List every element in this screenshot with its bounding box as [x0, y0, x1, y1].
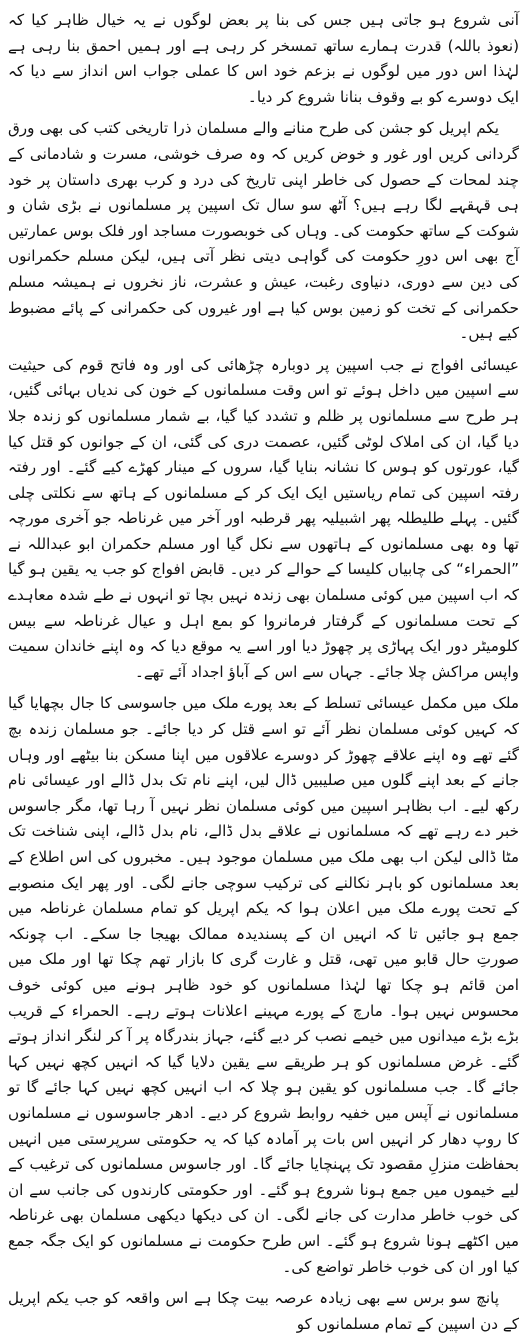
article-paragraph-espionage: ملک میں مکمل عیسائی تسلط کے بعد پورے ملک میں جاسوسی کا جال بچھایا گیا کہ کہیں کوئی مسلمان نظر آئے تو اسے قتل کر دیا جائے۔ جو مسلمان زندہ بچ گئے تھے وہ اپنے علاقے چھوڑ کر دوسرے علاقوں میں اپنا مسکن بنا بیٹھے اور وہاں جانے کے بعد اپنے گلوں میں صلیبیں ڈال لیں، اپنے نام تک بدل ڈالے اور عیسائی نام رکھ لیے۔ اب بظاہر اسپین میں کوئی مسلمان نظر نہیں آ رہا تھا، مگر جاسوس خبر دے رہے تھے کہ مسلمانوں نے علاقے بدل ڈالے، نام بدل ڈالے، اپنی شناخت تک مٹا ڈالی لیکن اب بھی ملک میں مسلمان موجود ہیں۔ مخبروں کی اس اطلاع کے بعد مسلمانوں کو باہر نکالنے کی ترکیب سوچی جانے لگی۔ اور پھر ایک منصوبے کے تحت پورے ملک میں اعلان ہوا کہ یکم اپریل کو تمام مسلمان غرناطہ میں جمع ہو جائیں تا کہ انہیں ان کے پسندیدہ ممالک بھیجا جا سکے۔ اب چونکہ صورتِ حال قابو میں تھی، قتل و غارت گری کا بازار تھم چکا تھا اور ملک میں امن قائم ہو چکا تھا لہٰذا مسلمانوں کو خود ظاہر ہونے میں کوئی خوف محسوس نہیں ہوا۔ مارچ کے پورے مہینے اعلانات ہوتے رہے۔ الحمراء کے قریب بڑے بڑے میدانوں میں خیمے نصب کر دیے گئے، جہاز بندرگاہ پر آ کر لنگر انداز ہوتے گئے۔ غرض مسلمانوں کو ہر طریقے سے یقین دلایا گیا کہ انہیں کچھ نہیں کہا جائے گا۔ جب مسلمانوں کو یقین ہو چلا کہ اب انہیں کچھ نہیں کہا جائے گا تو مسلمانوں نے آپس میں خفیہ روابط شروع کر دیے۔ ادھر جاسوسوں نے مسلمانوں کا روپ دھار کر انہیں اس بات پر آمادہ کیا کہ یہ حکومتی سرپرستی میں انہیں بحفاظت منزلِ مقصود تک پہنچایا جائے گا۔ اور جاسوس مسلمانوں کی ترغیب کے لیے خیموں میں جمع ہونا شروع ہو گئے۔ اور حکومتی کارندوں کی جانب سے ان کی خوب خاطر مدارت کی جانے لگی۔ ان کی دیکھا دیکھی مسلمان بھی غرناطہ میں اکٹھے ہونا شروع ہو گئے۔ اس طرح حکومت نے مسلمانوں کو ایک جگہ جمع کیا اور ان کی خوب خاطر تواضع کی۔: [8, 694, 519, 1276]
article-paragraph-christian-armies: عیسائی افواج نے جب اسپین پر دوبارہ چڑھائی کی اور وہ فاتح قوم کی حیثیت سے اسپین میں داخل ہوئے تو اس وقت مسلمانوں کے خون کی ندیاں بہائی گئیں، ہر طرح سے مسلمانوں پر ظلم و تشدد کیا گیا، بے شمار مسلمانوں کو زندہ جلا دیا گیا، ان کی املاک لوٹی گئیں، عصمت دری کی گئی، ان کے جوانوں کو قتل کیا گیا، عورتوں کو ہوس کا نشانہ بنایا گیا، سروں کے مینار کھڑے کیے گئے۔ اور رفتہ رفتہ اسپین کی تمام ریاستیں ایک ایک کر کے مسلمانوں کے ہاتھ سے نکلتی چلی گئیں۔ پہلے طلیطلہ پھر اشبیلیہ پھر قرطبہ اور آخر میں غرناطہ جو آخری مورچہ تھا وہ بھی مسلمانوں کے ہاتھوں سے نکل گیا اور مسلم حکمران ابو عبداللہ نے ”الحمراء“ کی چابیاں کلیسا کے حوالے کر دیں۔ قابض افواج کو جب یہ یقین ہو گیا کہ اب اسپین میں کوئی مسلمان بھی زندہ نہیں بچا تو انہوں نے طے شدہ معاہدے کے تحت مسلمانوں کے گرفتار فرمانروا کو بمع اہل و عیال غرناطہ سے بیس کلومیٹر دور ایک پہاڑی پر چھوڑ دیا اور اسے یہ موقع دیا کہ وہ اپنے خاندان سمیت واپس مراکش چلا جائے۔ جہاں سے اس کے آباؤ اجداد آئے تھے۔: [8, 355, 519, 681]
article-paragraph-five-centuries: پانچ سو برس سے بھی زیادہ عرصہ بیت چکا ہے اس واقعہ کو جب یکم اپریل کے دن اسپین کے تمام مسلمانوں کو: [8, 1289, 519, 1333]
article-paragraph-april-first: یکم اپریل کو جشن کی طرح منانے والے مسلمان ذرا تاریخی کتب کی بھی ورق گردانی کریں اور غور و خوض کریں کہ وہ صرف خوشی، مسرت و شادمانی کے چند لمحات کے حصول کی خاطر اپنی تاریخ کی درد و کرب بھری داستان پر خود ہی قہقہے لگا رہے ہیں؟ آٹھ سو سال تک اسپین پر مسلمانوں نے بڑی شان و شوکت کے ساتھ حکومت کی۔ وہاں کی خوبصورت مساجد اور فلک بوس عمارتیں آج بھی اس دورِ حکومت کی گواہی دیتی نظر آتی ہیں، لیکن مسلم حکمرانوں کی دین سے دوری، دنیاوی رغبت، عیش و عشرت، ناز نخروں نے ہمیشہ مسلم حکمرانی کے تخت کو زمین بوس کیا ہے اور غیروں کی حکمرانی کے پائے مضبوط کیے ہیں۔: [8, 119, 519, 343]
article-paragraph-intro: آنی شروع ہو جاتی ہیں جس کی بنا پر بعض لوگوں نے یہ خیال ظاہر کیا کہ (نعوذ باللہ) قدرت ہمارے ساتھ تمسخر کر رہی ہے اور ہمیں احمق بنا رہی ہے لہٰذا اس دور میں لوگوں نے بزعم خود اس کا عملی جواب اس انداز سے دیا کہ ایک دوسرے کو بے وقوف بنانا شروع کر دیا۔: [8, 11, 519, 106]
